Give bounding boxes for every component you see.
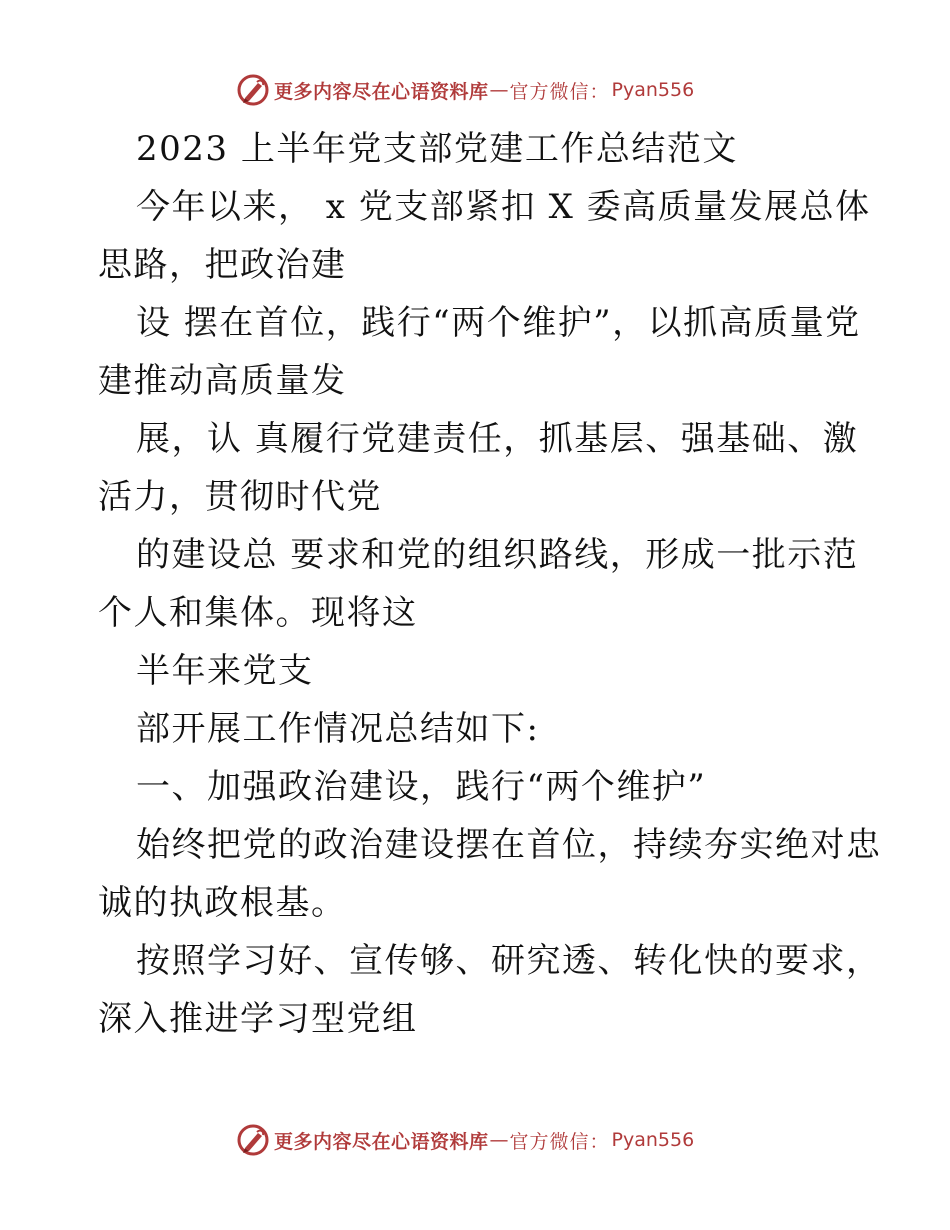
watermark-header bbox=[236, 73, 694, 107]
watermark-main-text: 更多内容尽在心语资料库 bbox=[274, 1130, 489, 1153]
doc-line: 今年以来， x 党支部紧扣 X 委高质量发展总体 bbox=[136, 187, 871, 227]
doc-line: 设 摆在首位，践行“两个维护”，以抓高质量党 bbox=[136, 303, 861, 343]
doc-title: 2023 上半年党支部党建工作总结范文 bbox=[136, 129, 738, 169]
document-body bbox=[98, 120, 882, 1048]
watermark-id-text: Pyan556 bbox=[611, 1129, 695, 1151]
doc-line: 部开展工作情况总结如下: bbox=[136, 709, 540, 749]
watermark-sub-text: 官方微信： bbox=[509, 1130, 610, 1153]
doc-line: 个人和集体。现将这 bbox=[98, 593, 418, 633]
section-heading: 一、加强政治建设，践行“两个维护” bbox=[136, 767, 707, 807]
watermark-id-text: Pyan556 bbox=[611, 79, 695, 101]
doc-line: 建推动高质量发 bbox=[98, 361, 347, 401]
pen-logo-icon bbox=[236, 73, 270, 107]
watermark-dash: — bbox=[489, 79, 509, 101]
doc-line: 按照学习好、宣传够、研究透、转化快的要求， bbox=[136, 941, 882, 981]
watermark-dash: — bbox=[489, 1129, 509, 1151]
watermark-main-text: 更多内容尽在心语资料库 bbox=[274, 80, 489, 103]
doc-line: 半年来党支 bbox=[136, 651, 314, 691]
doc-line: 展，认 真履行党建责任，抓基层、强基础、激 bbox=[136, 419, 859, 459]
doc-line: 诚的执政根基。 bbox=[98, 883, 347, 923]
pen-logo-icon bbox=[236, 1123, 270, 1157]
doc-line: 思路，把政治建 bbox=[98, 245, 347, 285]
watermark-footer bbox=[236, 1123, 694, 1157]
watermark-sub-text: 官方微信： bbox=[509, 80, 610, 103]
doc-line: 活力，贯彻时代党 bbox=[98, 477, 382, 517]
doc-line: 的建设总 要求和党的组织路线，形成一批示范 bbox=[136, 535, 859, 575]
doc-line: 始终把党的政治建设摆在首位，持续夯实绝对忠 bbox=[136, 825, 882, 865]
doc-line: 深入推进学习型党组 bbox=[98, 999, 418, 1039]
